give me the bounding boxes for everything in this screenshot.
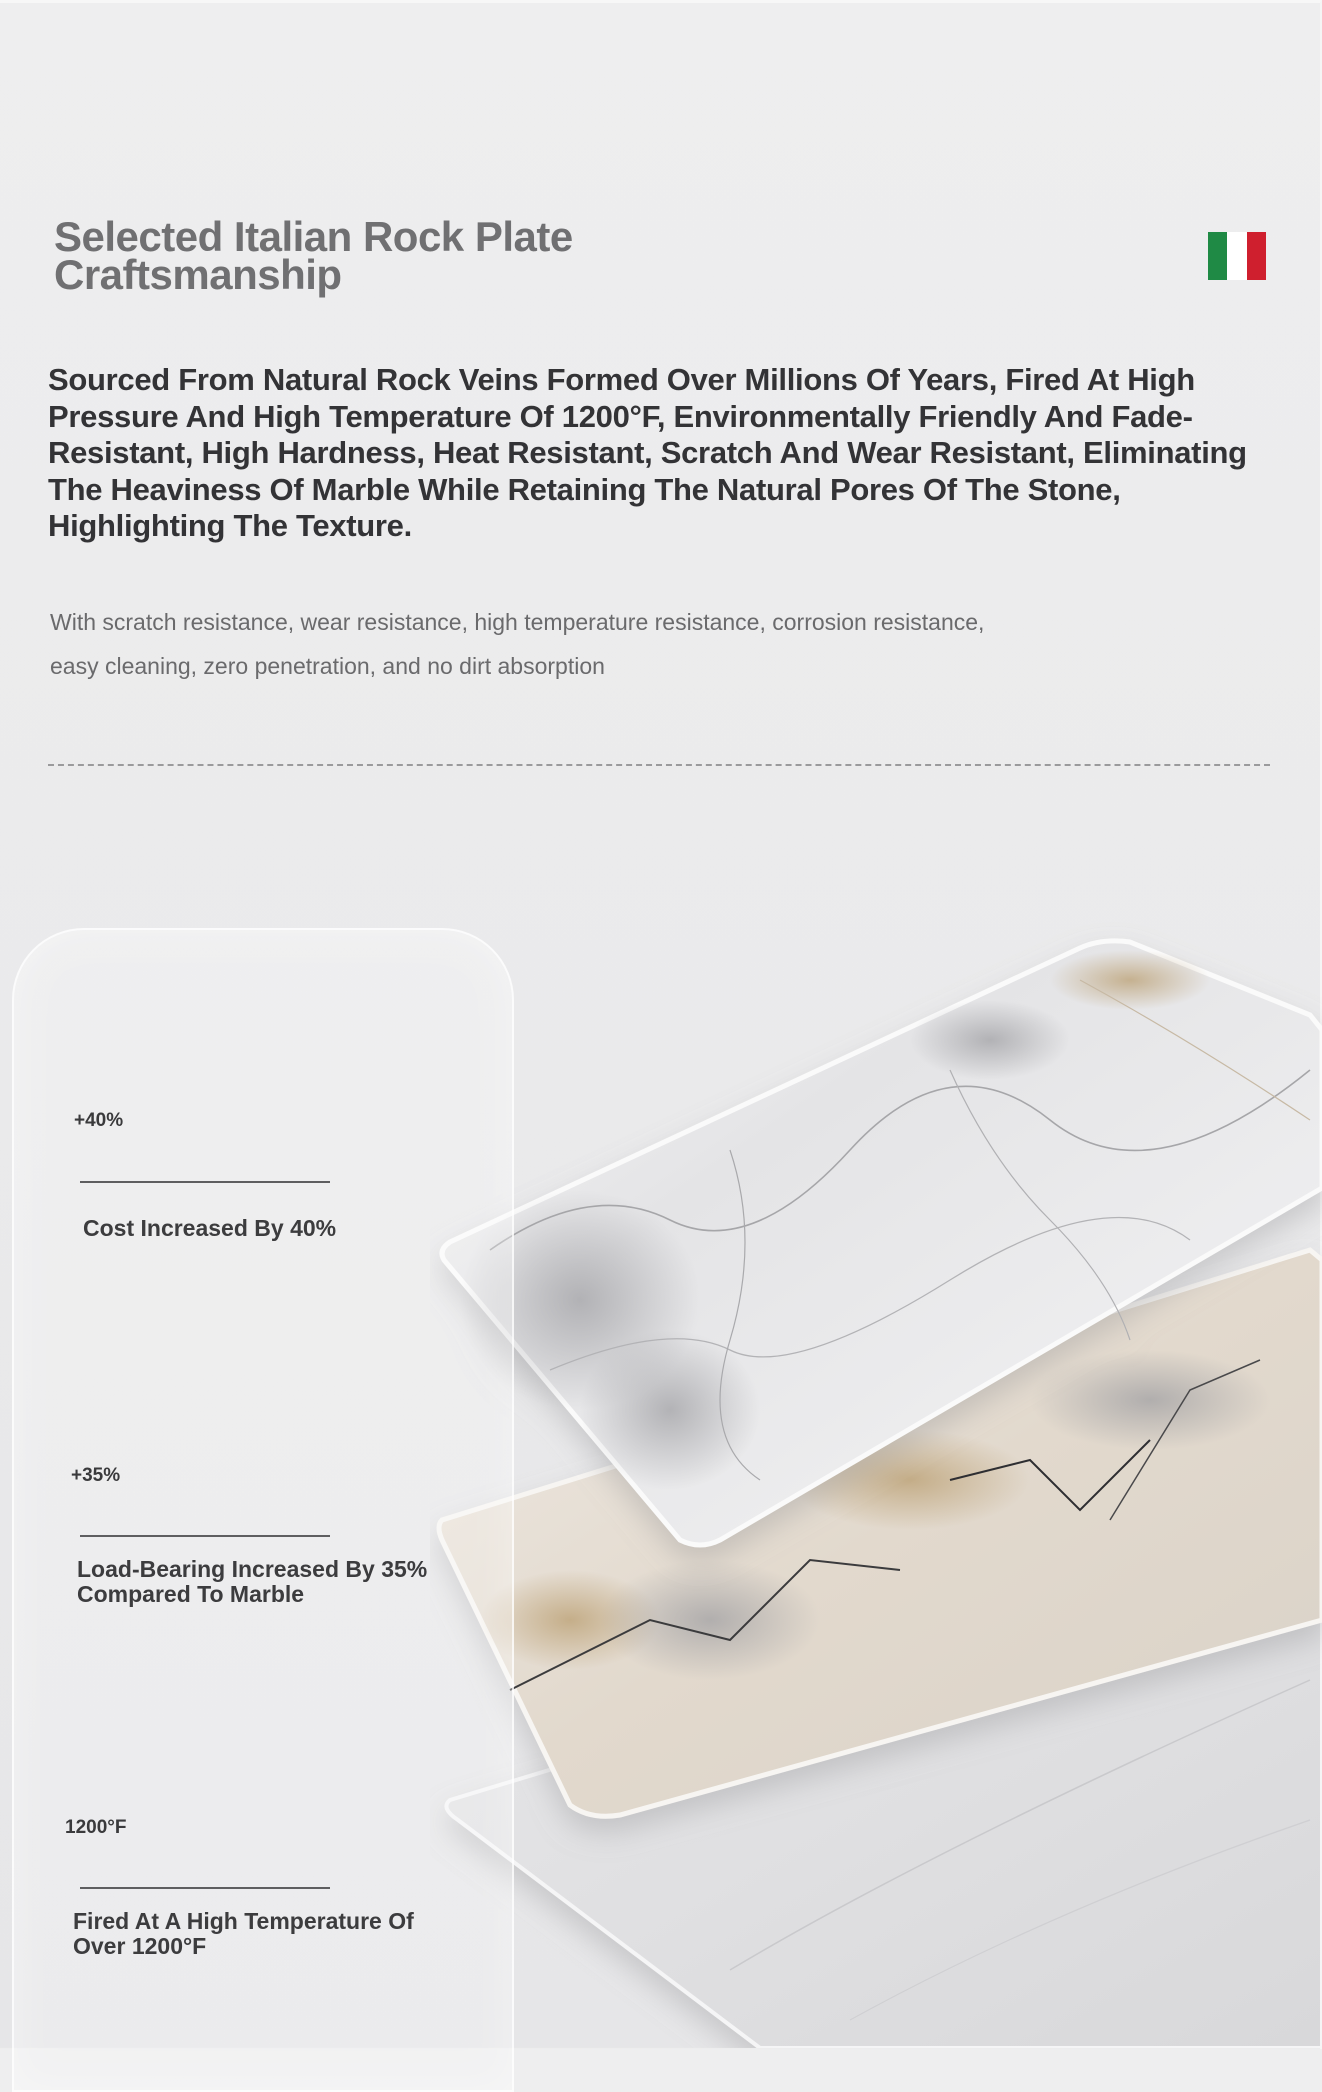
stat-value-temperature: 1200°F xyxy=(65,1817,127,1838)
stat-desc-temperature-line-2: Over 1200°F xyxy=(73,1933,207,1959)
italy-flag-icon xyxy=(1208,232,1266,280)
stat-desc-load-bearing-line-2: Compared To Marble xyxy=(77,1581,305,1607)
stat-value-cost: +40% xyxy=(74,1110,124,1131)
stone-slabs-image xyxy=(430,920,1322,2048)
stat-desc-cost-line-1: Cost Increased By 40% xyxy=(83,1215,337,1241)
page-title-line-2: Craftsmanship xyxy=(54,251,342,298)
subtitle-paragraph xyxy=(50,600,1250,688)
stat-desc-load-bearing-line-1: Load-Bearing Increased By 35% xyxy=(77,1556,428,1582)
stat-underline-load-bearing xyxy=(80,1535,330,1537)
headline-paragraph: Sourced From Natural Rock Veins Formed Over Millions Of Years, Fired At High Pressure And High Temperature Of 1200°F, Environmentally Friendly And Fade-Resistant, High Hardness, Heat Resistant, Scratch And Wear Resistant, Eliminating The Heaviness Of Marble While Retaining The Natural Pores Of The Stone, Highlighting The Texture. xyxy=(48,362,1247,543)
stat-underline-temperature xyxy=(80,1887,330,1889)
page-title xyxy=(54,213,754,298)
page-title-line-1: Selected Italian Rock Plate xyxy=(54,213,573,260)
stat-desc-cost xyxy=(83,1216,483,1241)
dashed-divider xyxy=(48,764,1270,766)
subtitle-line-1: With scratch resistance, wear resistance, high temperature resistance, corrosion resistance, xyxy=(50,609,985,635)
stat-underline-cost xyxy=(80,1181,330,1183)
stat-value-load-bearing: +35% xyxy=(71,1465,121,1486)
stat-desc-load-bearing xyxy=(77,1557,477,1607)
stat-desc-temperature-line-1: Fired At A High Temperature Of xyxy=(73,1908,414,1934)
subtitle-line-2: easy cleaning, zero penetration, and no dirt absorption xyxy=(50,653,605,679)
stat-desc-temperature xyxy=(73,1909,473,1959)
